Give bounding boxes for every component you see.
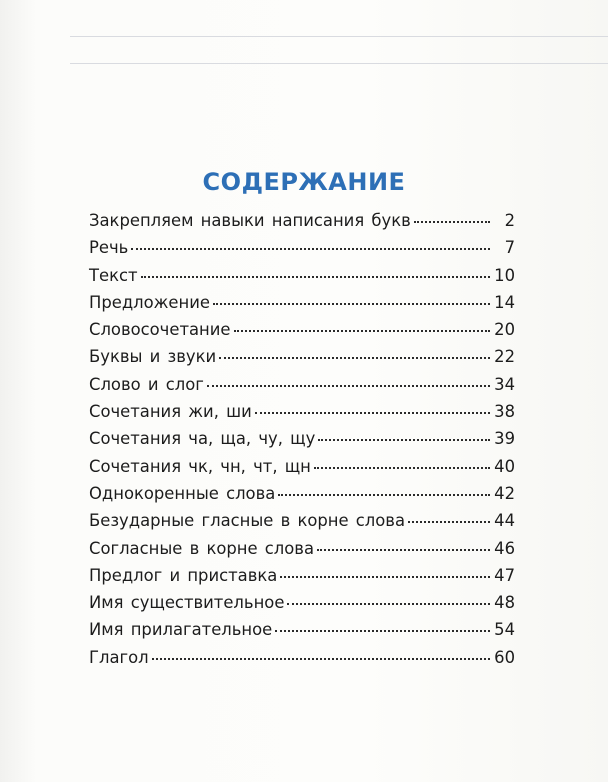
toc-entry-page-number: 40	[494, 456, 515, 476]
toc-entry-label: Закрепляем навыки написания букв	[89, 211, 411, 230]
toc-entry-page-number: 22	[494, 347, 515, 367]
table-of-contents	[89, 211, 515, 675]
toc-leader-dots	[152, 658, 490, 660]
toc-leader-dots	[275, 630, 490, 632]
toc-entry-label: Глагол	[89, 647, 149, 667]
toc-entry-label: Сочетания ча, ща, чу, щу	[89, 429, 316, 449]
toc-entry	[89, 238, 515, 265]
toc-leader-dots	[318, 439, 490, 441]
toc-entry-label: Предлог и приставка	[89, 565, 278, 585]
toc-entry	[89, 211, 515, 238]
toc-entry-label: Слово и слог	[89, 374, 204, 394]
toc-entry-label: Словосочетание	[89, 320, 231, 340]
toc-entry-page-number: 10	[494, 265, 515, 285]
toc-leader-dots	[278, 494, 490, 496]
toc-entry-label: Речь	[89, 238, 129, 258]
toc-entry	[89, 429, 515, 456]
toc-entry	[89, 293, 515, 320]
toc-leader-dots	[314, 467, 490, 469]
toc-entry	[89, 484, 515, 511]
bleed-through-header-bar	[70, 36, 608, 64]
toc-entry-page-number: 46	[494, 538, 515, 558]
toc-entry-label: Однокоренные слова	[89, 483, 276, 503]
toc-entry-label: Сочетания жи, ши	[89, 402, 252, 422]
toc-entry	[89, 402, 515, 429]
toc-entry	[89, 620, 515, 647]
toc-entry	[89, 266, 515, 293]
toc-entry-label: Предложение	[89, 292, 210, 312]
toc-entry-page-number: 54	[494, 620, 515, 640]
toc-entry-page-number: 42	[494, 483, 515, 503]
toc-entry-label: Имя существительное	[89, 593, 285, 613]
toc-entry-page-number: 7	[504, 238, 515, 258]
toc-entry	[89, 566, 515, 593]
toc-entry-page-number: 14	[494, 292, 515, 312]
toc-leader-dots	[287, 603, 490, 605]
page-title: СОДЕРЖАНИЕ	[202, 168, 406, 197]
toc-entry-page-number: 38	[494, 402, 515, 422]
toc-entry-page-number: 48	[494, 593, 515, 613]
toc-entry-page-number: 20	[494, 320, 515, 340]
toc-entry	[89, 347, 515, 374]
toc-leader-dots	[207, 385, 490, 387]
toc-entry	[89, 648, 515, 675]
toc-entry	[89, 320, 515, 347]
toc-leader-dots	[131, 248, 490, 250]
toc-entry-page-number: 2	[504, 211, 515, 230]
toc-entry-label: Сочетания чк, чн, чт, щн	[89, 456, 311, 476]
toc-leader-dots	[280, 576, 490, 578]
toc-entry	[89, 593, 515, 620]
toc-leader-dots	[414, 221, 490, 223]
toc-entry	[89, 539, 515, 566]
toc-leader-dots	[408, 521, 490, 523]
toc-leader-dots	[141, 276, 490, 278]
toc-entry	[89, 457, 515, 484]
toc-leader-dots	[219, 357, 490, 359]
toc-leader-dots	[234, 330, 491, 332]
toc-entry-page-number: 47	[494, 565, 515, 585]
toc-entry-label: Согласные в корне слова	[89, 538, 315, 558]
toc-entry-label: Имя прилагательное	[89, 620, 273, 640]
toc-leader-dots	[317, 549, 490, 551]
toc-entry-label: Буквы и звуки	[89, 347, 217, 367]
toc-entry	[89, 511, 515, 538]
toc-entry-label: Текст	[89, 265, 138, 285]
toc-entry-page-number: 44	[494, 511, 515, 531]
toc-leader-dots	[213, 303, 490, 305]
toc-leader-dots	[255, 412, 490, 414]
toc-entry-page-number: 60	[494, 647, 515, 667]
toc-entry-page-number: 34	[494, 374, 515, 394]
toc-entry-page-number: 39	[494, 429, 515, 449]
toc-entry-label: Безударные гласные в корне слова	[89, 511, 406, 531]
toc-entry	[89, 375, 515, 402]
